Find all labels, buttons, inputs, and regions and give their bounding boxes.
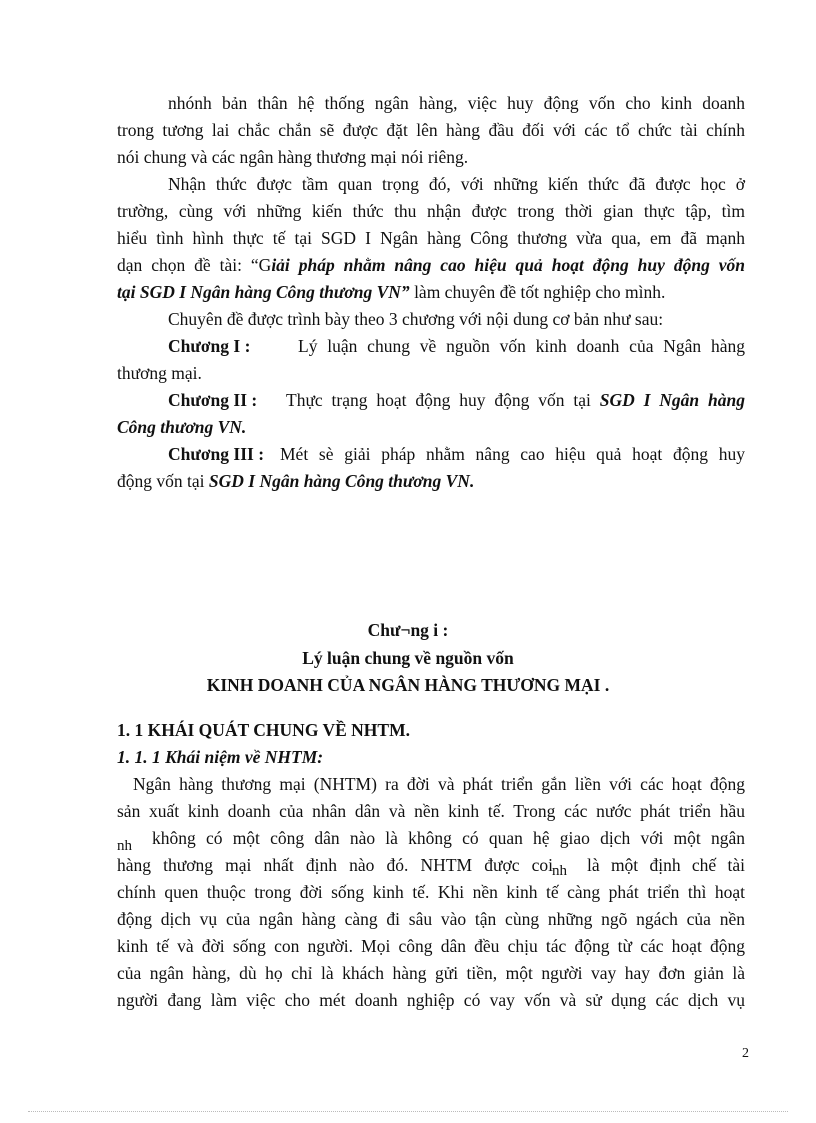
text-line: Chuyên đề được trình bày theo 3 chương với nội dung cơ bản như sau: [168,309,664,329]
subscript-fragment: nh [552,863,567,879]
text-line: người đang làm việc cho mét doanh nghiệp có vay vốn và sử dụng các dịch vụ [117,990,745,1010]
text-run: dạn chọn đề tài: “G [117,255,272,275]
text-line: kinh tế và đời sống con người. Mọi công dân đều chịu tác động từ các hoạt động [117,936,745,956]
section-heading: 1. 1 KHÁI QUÁT CHUNG VỀ NHTM. [117,720,410,740]
page-number: 2 [742,1046,749,1061]
chapter-title: Chư¬ng i : [367,620,449,640]
text-run: làm chuyên đề tốt nghiệp cho mình. [409,282,666,302]
text-line: Công thương VN. [117,417,247,437]
text-line: nhónh bản thân hệ thống ngân hàng, việc huy động vốn cho kinh doanh [168,93,745,113]
text-line: chính quen thuộc trong đời sống kinh tế. Khi nền kinh tế càng phát triển thì hoạt [117,882,745,902]
text-line: nh không có một công dân nào là không có quan hệ giao dịch với một ngân [117,828,745,854]
text-line: trường, cùng với những kiến thức thu nhận được trong thời gian thực tập, tìm [117,201,745,221]
chapter-subtitle: Lý luận chung về nguồn vốn [302,648,514,668]
chapter-text: Lý luận chung về nguồn vốn kinh doanh của Ngân hàng [298,336,745,356]
text-line: hiểu tình hình thực tế tại SGD I Ngân hàng Công thương vừa qua, em đã mạnh [117,228,745,248]
subscript-fragment: nh [117,838,132,854]
chapter-text: Mét sè giải pháp nhằm nâng cao hiệu quả hoạt động huy [280,444,745,464]
chapter-3-line [168,444,745,464]
chapter-subtitle: KINH DOANH CỦA NGÂN HÀNG THƯƠNG MẠI . [206,675,610,695]
text-line: trong tương lai chắc chắn sẽ được đặt lên hàng đầu đối với các tổ chức tài chính [117,120,745,140]
subsection-heading: 1. 1. 1 Khái niệm về NHTM: [117,747,324,767]
text-line: sản xuất kinh doanh của nhân dân và nền kinh tế. Trong các nước phát triển hầu [117,801,745,821]
text-line: thương mại. [117,363,202,383]
chapter-label: Chương II : [168,390,258,410]
chapter-label: Chương III : [168,444,265,464]
chapter-text: Thực trạng hoạt động huy động vốn tại SGD I Ngân hàng [286,390,745,410]
text-line: của ngân hàng, dù họ chỉ là khách hàng gửi tiền, một người vay hay đơn giản là [117,963,745,983]
text-line: Nhận thức được tầm quan trọng đó, với những kiến thức đã được học ở [168,174,745,194]
page-bottom-divider [28,1111,788,1112]
chapter-label: Chương I : [168,336,251,356]
text-line [117,255,745,275]
text-line: động vốn tại SGD I Ngân hàng Công thương VN. [117,471,475,491]
text-line: động dịch vụ của ngân hàng càng đi sâu vào tận cùng những ngõ ngách của nền [117,909,745,929]
thesis-title: tại SGD I Ngân hàng Công thương VN” [117,282,410,302]
text-line: Ngân hàng thương mại (NHTM) ra đời và phát triển gắn liền với các hoạt động [133,774,745,794]
text-line: nói chung và các ngân hàng thương mại nói riêng. [117,147,469,167]
chapter-2-line [168,390,745,410]
text-line [117,282,665,302]
chapter-1-line [168,336,745,356]
thesis-title: iải pháp nhằm nâng cao hiệu quả hoạt động huy động vốn [271,255,746,275]
